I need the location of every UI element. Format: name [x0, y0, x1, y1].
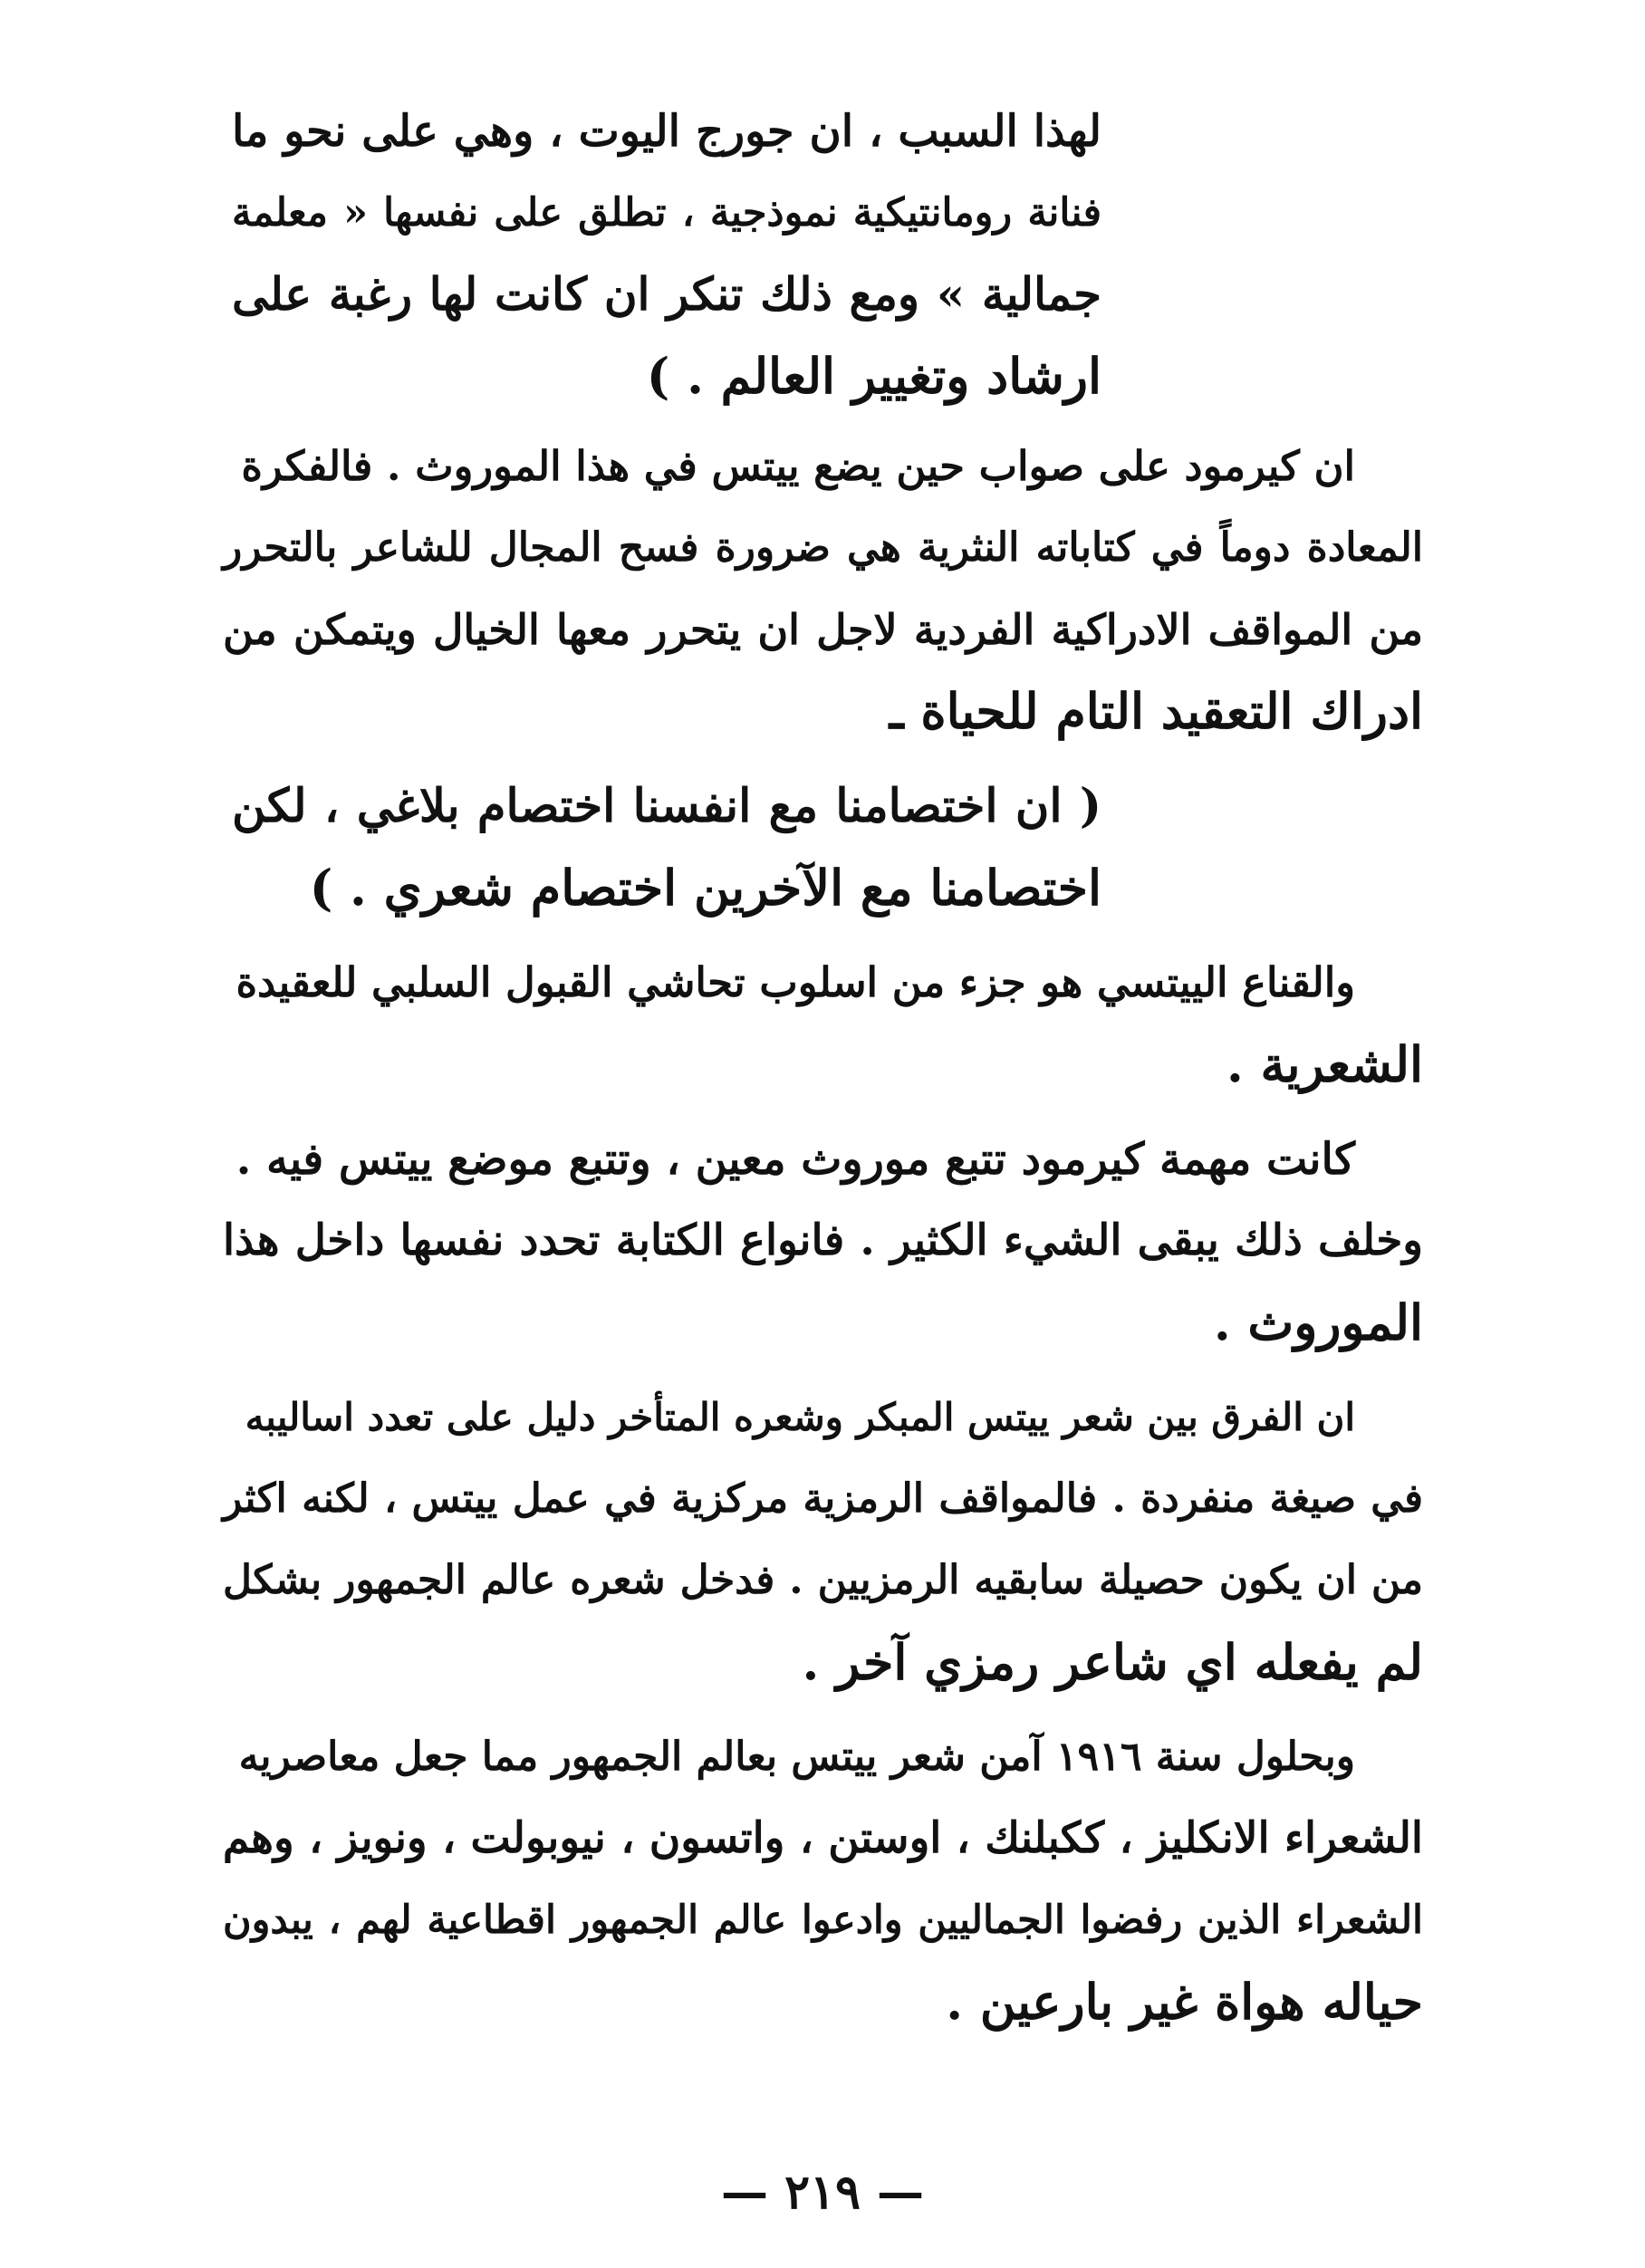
- text-line: وخلف ذلك يبقى الشيء الكثير . فانواع الكتابة تحدد نفسها داخل هذا: [223, 1216, 1423, 1265]
- text-line: ان الفرق بين شعر ييتس المبكر وشعره المتأخر دليل على تعدد اساليبه: [245, 1395, 1355, 1439]
- text-line: وبحلول سنة ١٩١٦ آمن شعر ييتس بعالم الجمهور مما جعل معاصريه: [238, 1734, 1355, 1780]
- text-line: حياله هواة غير بارعين .: [946, 1973, 1423, 2031]
- text-line: من ان يكون حصيلة سابقيه الرمزيين . فدخل شعره عالم الجمهور بشكل: [223, 1557, 1423, 1603]
- paragraph-quote-eliot: [232, 91, 1101, 417]
- paragraph-1916-public-world: [223, 1716, 1423, 2042]
- paragraph-yeats-mask: [223, 942, 1423, 1105]
- text-line: المعادة دوماً في كتاباته النثرية هي ضرورة فسح المجال للشاعر بالتحرر: [223, 524, 1423, 571]
- text-line: لم يفعله اي شاعر رمزي آخر .: [802, 1633, 1423, 1691]
- text-line: ادراك التعقيد التام للحياة ـ: [889, 682, 1423, 740]
- text-line: في صيغة منفردة . فالمواقف الرمزية مركزية في عمل ييتس ، لكنه اكثر: [223, 1475, 1423, 1522]
- text-line: لهذا السبب ، ان جورج اليوت ، وهي على نحو ما: [232, 106, 1101, 157]
- text-line: الشعراء الانكليز ، ككبلنك ، اوستن ، واتسون ، نيوبولت ، ونويز ، وهم: [222, 1813, 1423, 1863]
- paragraph-kermode-tradition: [223, 426, 1423, 752]
- paragraph-early-late-poetry: [223, 1377, 1423, 1703]
- page-number: — ٢١٩ —: [720, 2165, 924, 2220]
- text-line: فنانة رومانتيكية نموذجية ، تطلق على نفسها « معلمة: [232, 190, 1101, 235]
- text-line: الشعرية .: [1226, 1035, 1423, 1093]
- text-line: جمالية » ومع ذلك تنكر ان كانت لها رغبة على: [232, 267, 1101, 321]
- text-line: والقناع الييتسي هو جزء من اسلوب تحاشي القبول السلبي للعقيدة: [236, 958, 1355, 1006]
- text-line: من المواقف الادراكية الفردية لاجل ان يتحرر معها الخيال ويتمكن من: [223, 605, 1423, 654]
- text-line: الموروث .: [1213, 1293, 1423, 1351]
- text-line: ارشاد وتغيير العالم . ): [646, 347, 1101, 405]
- paragraph-kermode-task: [223, 1119, 1423, 1363]
- text-line: الشعراء الذين رفضوا الجماليين وادعوا عالم الجمهور اقطاعية لهم ، يبدون: [223, 1898, 1423, 1943]
- text-line: كانت مهمة كيرمود تتبع موروث معين ، وتتبع موضع ييتس فيه .: [236, 1134, 1355, 1185]
- paragraph-quote-yeats: [232, 765, 1101, 928]
- text-line: اختصامنا مع الآخرين اختصام شعري . ): [309, 859, 1101, 917]
- text-line: ( ان اختصامنا مع انفسنا اختصام بلاغي ، لكن: [232, 779, 1101, 833]
- text-line: ان كيرمود على صواب حين يضع ييتس في هذا الموروث . فالفكرة: [241, 442, 1355, 490]
